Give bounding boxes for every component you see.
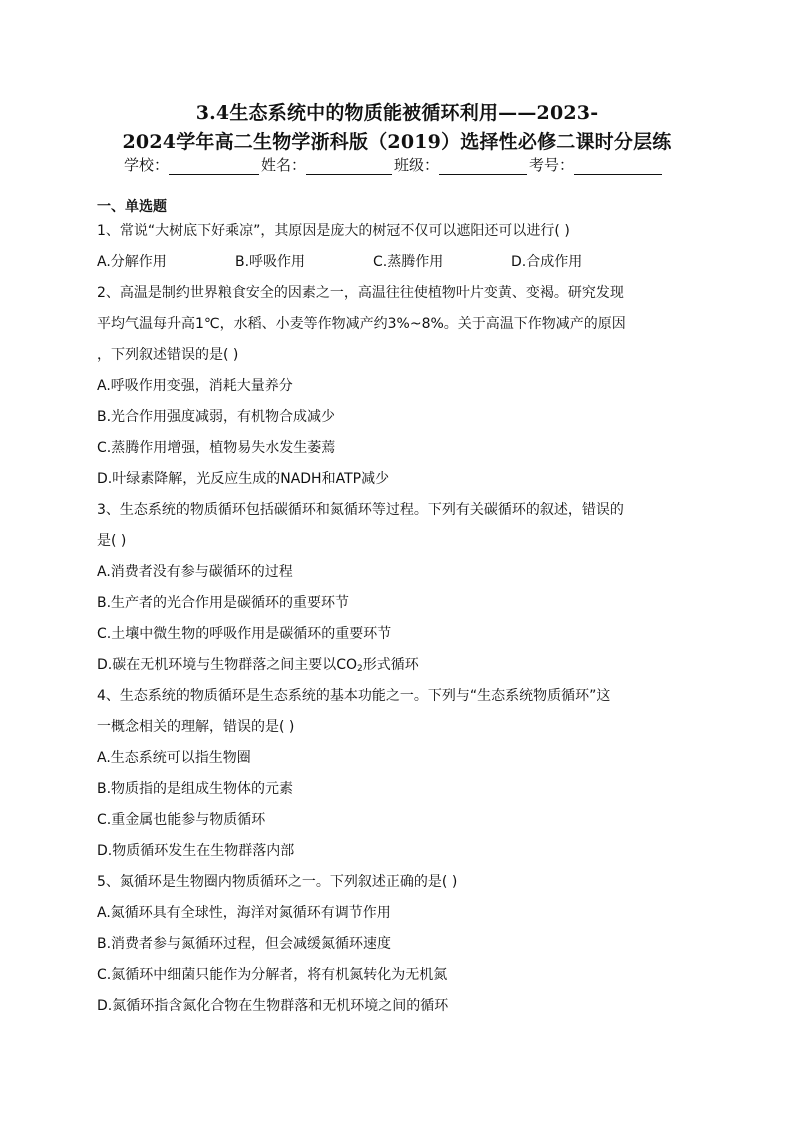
q5-option-c[interactable]: C.氮循环中细菌只能作为分解者，将有机氮转化为无机氮 — [97, 967, 448, 983]
title-line-1: 3.4生态系统中的物质能被循环利用——2023- — [195, 102, 599, 124]
q1-option-c[interactable]: C.蒸腾作用 — [373, 254, 444, 270]
q1-option-a[interactable]: A.分解作用 — [97, 254, 167, 270]
school-field — [124, 154, 261, 175]
class-blank[interactable] — [439, 158, 527, 175]
q2-option-b[interactable]: B.光合作用强度减弱，有机物合成减少 — [97, 409, 336, 425]
co2-subscript: 2 — [357, 664, 363, 674]
name-blank[interactable] — [306, 158, 392, 175]
q3-option-d-tail: 形式循环 — [362, 657, 419, 673]
q1-option-d[interactable]: D.合成作用 — [511, 254, 583, 270]
q5-option-a[interactable]: A.氮循环具有全球性，海洋对氮循环有调节作用 — [97, 905, 391, 921]
q1-option-b[interactable]: B.呼吸作用 — [235, 254, 306, 270]
school-label: 学校： — [124, 156, 170, 174]
q3-option-d[interactable] — [97, 650, 701, 681]
q2-stem-line-3: ，下列叙述错误的是( ) — [97, 347, 239, 363]
q4-option-b[interactable]: B.物质指的是组成生物体的元素 — [97, 781, 294, 797]
q5-option-d[interactable]: D.氮循环指含氮化合物在生物群落和无机环境之间的循环 — [97, 998, 449, 1014]
exam-no-label: 考号： — [529, 156, 575, 174]
q4-option-a[interactable]: A.生态系统可以指生物圈 — [97, 750, 251, 766]
exam-no-field — [529, 154, 664, 175]
q4-option-d[interactable]: D.物质循环发生在生物群落内部 — [97, 843, 295, 859]
q2-stem-line-2: 平均气温每升高1℃，水稻、小麦等作物减产约3%~8%。关于高温下作物减产的原因 — [97, 316, 626, 332]
q2-option-a[interactable]: A.呼吸作用变强，消耗大量养分 — [97, 378, 293, 394]
q2-option-c[interactable]: C.蒸腾作用增强，植物易失水发生萎蔫 — [97, 440, 336, 456]
class-label: 班级： — [394, 156, 440, 174]
q3-option-d-text: D.碳在无机环境与生物群落之间主要以CO — [97, 657, 358, 673]
title-line-2: 2024学年高二生物学浙科版（2019）选择性必修二课时分层练 — [122, 131, 672, 153]
school-blank[interactable] — [169, 158, 259, 175]
name-field — [261, 154, 394, 175]
q3-stem-line-1: 3、生态系统的物质循环包括碳循环和氮循环等过程。下列有关碳循环的叙述，错误的 — [97, 502, 624, 518]
q2-stem-line-1: 2、高温是制约世界粮食安全的因素之一，高温往往使植物叶片变黄、变褐。研究发现 — [97, 285, 624, 301]
q3-option-c[interactable]: C.土壤中微生物的呼吸作用是碳循环的重要环节 — [97, 626, 392, 642]
q3-option-b[interactable]: B.生产者的光合作用是碳循环的重要环节 — [97, 595, 350, 611]
q1-stem: 1、常说“大树底下好乘凉”，其原因是庞大的树冠不仅可以遮阳还可以进行( ) — [97, 223, 570, 239]
exam-no-blank[interactable] — [574, 158, 662, 175]
class-field — [394, 154, 529, 175]
question-list — [97, 216, 701, 1022]
name-label: 姓名： — [261, 156, 307, 174]
section-title: 一、单选题 — [97, 199, 167, 215]
q5-stem: 5、氮循环是生物圈内物质循环之一。下列叙述正确的是( ) — [97, 874, 458, 890]
student-info-row — [124, 154, 664, 175]
q4-option-c[interactable]: C.重金属也能参与物质循环 — [97, 812, 266, 828]
q3-option-a[interactable]: A.消费者没有参与碳循环的过程 — [97, 564, 293, 580]
q1-options — [97, 247, 701, 278]
q2-option-d[interactable]: D.叶绿素降解，光反应生成的NADH和ATP减少 — [97, 471, 390, 487]
q3-stem-line-2: 是( ) — [97, 533, 127, 549]
q4-stem-line-1: 4、生态系统的物质循环是生态系统的基本功能之一。下列与“生态系统物质循环”这 — [97, 688, 611, 704]
q5-option-b[interactable]: B.消费者参与氮循环过程，但会减缓氮循环速度 — [97, 936, 392, 952]
q4-stem-line-2: 一概念相关的理解，错误的是( ) — [97, 719, 295, 735]
